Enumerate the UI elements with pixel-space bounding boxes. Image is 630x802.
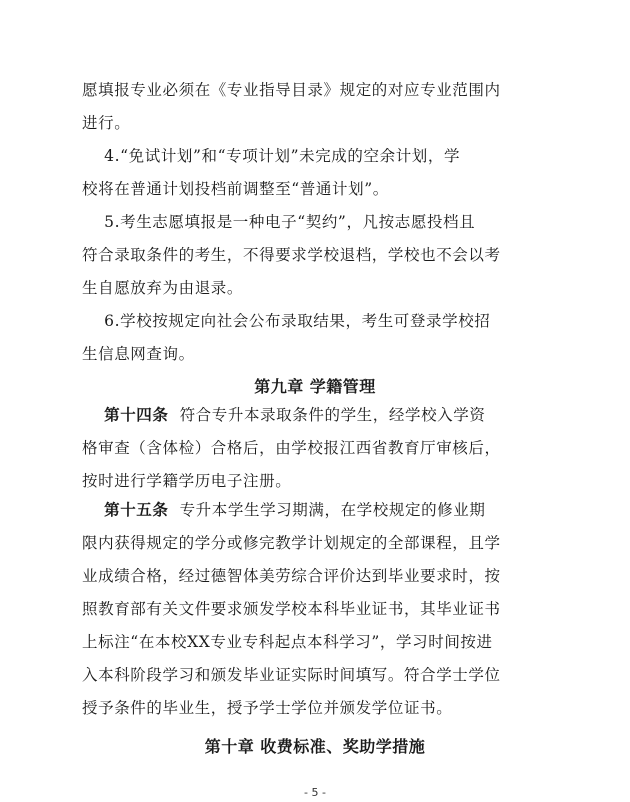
text-line: 照教育部有关文件要求颁发学校本科毕业证书，其毕业证书 (82, 600, 501, 618)
text-line: 符合录取条件的考生，不得要求学校退档，学校也不会以考 (82, 246, 501, 264)
text-line: 按时进行学籍学历电子注册。 (82, 472, 292, 490)
text-segment: 符合专升本录取条件的学生，经学校入学资 (168, 406, 486, 424)
body-text-block-1 (82, 74, 552, 371)
chapter-10-heading: 第十章 收费标准、奖助学措施 (204, 737, 426, 756)
article-15 (82, 494, 552, 725)
article-15-lead: 第十五条 (104, 501, 169, 519)
article-14 (82, 399, 552, 498)
text-line: 6.学校按规定向社会公布录取结果，考生可登录学校招 (82, 312, 491, 330)
text-line: 入本科阶段学习和颁发毕业证实际时间填写。符合学士学位 (82, 666, 501, 684)
page-number: - 5 - (304, 786, 326, 799)
text-line: 限内获得规定的学分或修完教学计划规定的全部课程，且学 (82, 534, 501, 552)
chapter-9-heading: 第九章 学籍管理 (254, 377, 376, 396)
text-line: 5.考生志愿填报是一种电子“契约”，凡按志愿投档且 (82, 213, 476, 231)
text-line: 业成绩合格，经过德智体美劳综合评价达到毕业要求时，按 (82, 567, 501, 585)
text-line (82, 494, 552, 527)
text-line: 生自愿放弃为由退录。 (82, 279, 244, 297)
text-line: 格审查（含体检）合格后，由学校报江西省教育厅审核后， (82, 439, 501, 457)
text-line: 授予条件的毕业生，授予学士学位并颁发学位证书。 (82, 699, 453, 717)
text-line (82, 399, 552, 432)
text-line: 校将在普通计划投档前调整至“普通计划”。 (82, 180, 389, 198)
article-14-lead: 第十四条 (104, 406, 169, 424)
text-line: 生信息网查询。 (82, 345, 195, 363)
text-line: 愿填报专业必须在《专业指导目录》规定的对应专业范围内 (82, 81, 501, 99)
text-line: 4.“免试计划”和“专项计划”未完成的空余计划，学 (82, 147, 461, 165)
text-line: 上标注“在本校XX专业专科起点本科学习”，学习时间按进 (82, 633, 493, 651)
text-segment: 专升本学生学习期满，在学校规定的修业期 (168, 501, 486, 519)
text-line: 进行。 (82, 114, 131, 132)
